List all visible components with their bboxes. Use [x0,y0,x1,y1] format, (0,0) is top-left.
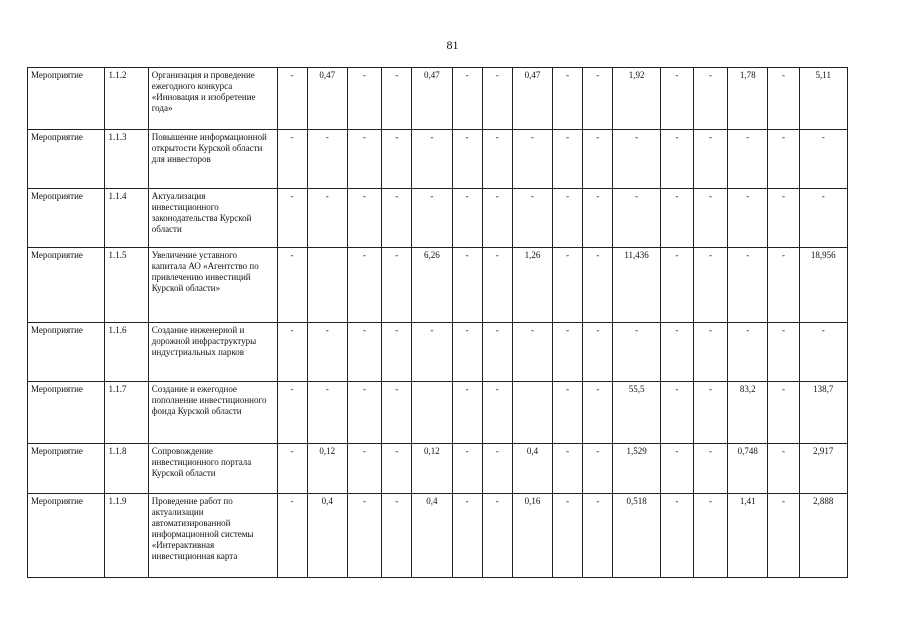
value-cell: - [728,189,768,248]
value-cell: - [799,189,847,248]
value-cell: - [799,130,847,189]
table-row [28,248,848,323]
value-cell: 1,529 [613,444,660,494]
value-cell: - [382,189,412,248]
event-name-cell: Повышение информационной открытости Курской области для инвесторов [148,130,277,189]
value-cell: - [728,130,768,189]
value-cell: - [512,189,552,248]
value-cell: - [693,382,727,444]
value-cell: 138,7 [799,382,847,444]
value-cell: - [382,68,412,130]
value-cell: - [347,189,381,248]
value-cell: 83,2 [728,382,768,444]
value-cell: - [382,382,412,444]
value-cell: - [660,189,693,248]
value-cell: - [307,130,347,189]
value-cell: - [583,248,613,323]
value-cell: - [583,444,613,494]
value-cell: - [452,189,482,248]
value-cell: - [452,248,482,323]
value-cell: 1,41 [728,494,768,578]
value-cell: - [553,68,583,130]
value-cell: - [583,189,613,248]
value-cell: - [307,382,347,444]
value-cell: 1,26 [512,248,552,323]
event-type-cell: Мероприятие [28,189,105,248]
value-cell: - [277,189,307,248]
value-cell: - [693,130,727,189]
value-cell: - [347,323,381,382]
table-row [28,444,848,494]
value-cell: 0,16 [512,494,552,578]
value-cell: - [277,444,307,494]
value-cell: - [553,323,583,382]
value-cell: 0,47 [512,68,552,130]
budget-table [27,67,848,578]
value-cell: - [768,323,799,382]
table-row [28,68,848,130]
value-cell: - [482,444,512,494]
value-cell: 0,4 [512,444,552,494]
value-cell: - [693,248,727,323]
event-name-cell: Сопровождение инвестиционного портала Курской области [148,444,277,494]
event-code-cell: 1.1.5 [105,248,148,323]
event-code-cell: 1.1.6 [105,323,148,382]
value-cell: 55,5 [613,382,660,444]
table-row [28,494,848,578]
value-cell: - [613,323,660,382]
value-cell: - [553,444,583,494]
event-code-cell: 1.1.7 [105,382,148,444]
value-cell: - [553,248,583,323]
value-cell: - [660,130,693,189]
event-type-cell: Мероприятие [28,494,105,578]
table-row [28,323,848,382]
value-cell: - [768,382,799,444]
value-cell: - [382,130,412,189]
event-name-cell: Создание и ежегодное пополнение инвестиционного фонда Курской области [148,382,277,444]
value-cell: - [347,494,381,578]
value-cell: - [768,494,799,578]
value-cell: - [583,68,613,130]
value-cell: - [382,248,412,323]
value-cell: - [583,382,613,444]
value-cell: 0,4 [307,494,347,578]
value-cell [512,382,552,444]
value-cell: - [660,444,693,494]
event-type-cell: Мероприятие [28,248,105,323]
value-cell: 5,11 [799,68,847,130]
value-cell: 2,917 [799,444,847,494]
event-name-cell: Организация и проведение ежегодного конкурса «Инновация и изобретение года» [148,68,277,130]
value-cell: - [382,323,412,382]
value-cell: - [452,382,482,444]
value-cell: - [768,444,799,494]
value-cell: - [613,130,660,189]
event-code-cell: 1.1.9 [105,494,148,578]
value-cell: 0,4 [412,494,452,578]
value-cell: - [768,68,799,130]
value-cell: - [583,494,613,578]
event-type-cell: Мероприятие [28,130,105,189]
value-cell: - [553,189,583,248]
value-cell: - [452,494,482,578]
value-cell: - [482,68,512,130]
value-cell: - [277,323,307,382]
value-cell: 0,47 [307,68,347,130]
value-cell: - [347,130,381,189]
value-cell: - [277,68,307,130]
value-cell: - [553,382,583,444]
value-cell: - [347,382,381,444]
value-cell: - [277,382,307,444]
value-cell: - [277,494,307,578]
value-cell: - [382,494,412,578]
value-cell: 0,748 [728,444,768,494]
value-cell: - [660,494,693,578]
value-cell [307,248,347,323]
value-cell: - [693,444,727,494]
value-cell: 11,436 [613,248,660,323]
value-cell: - [799,323,847,382]
value-cell: - [382,444,412,494]
value-cell: - [768,130,799,189]
value-cell: - [452,68,482,130]
value-cell: 0,12 [307,444,347,494]
event-code-cell: 1.1.8 [105,444,148,494]
value-cell: 0,47 [412,68,452,130]
event-type-cell: Мероприятие [28,382,105,444]
value-cell: - [307,189,347,248]
value-cell: - [412,323,452,382]
value-cell: - [277,248,307,323]
value-cell: - [613,189,660,248]
value-cell: - [693,323,727,382]
event-code-cell: 1.1.4 [105,189,148,248]
table-row [28,130,848,189]
value-cell: 18,956 [799,248,847,323]
value-cell: - [553,494,583,578]
value-cell: - [693,494,727,578]
value-cell: - [347,444,381,494]
value-cell: - [412,130,452,189]
event-name-cell: Создание инженерной и дорожной инфраструктуры индустриальных парков [148,323,277,382]
value-cell: - [452,323,482,382]
value-cell: - [482,189,512,248]
value-cell: - [482,248,512,323]
value-cell: - [482,130,512,189]
value-cell: - [512,130,552,189]
event-code-cell: 1.1.3 [105,130,148,189]
page-number: 81 [446,38,459,52]
value-cell: - [277,130,307,189]
value-cell: - [768,248,799,323]
table-row [28,189,848,248]
value-cell: 1,78 [728,68,768,130]
value-cell: - [482,494,512,578]
event-type-cell: Мероприятие [28,323,105,382]
value-cell: - [307,323,347,382]
value-cell: - [660,68,693,130]
value-cell [412,382,452,444]
value-cell: - [512,323,552,382]
value-cell: - [660,323,693,382]
value-cell: 6,26 [412,248,452,323]
value-cell: 0,518 [613,494,660,578]
value-cell: - [728,323,768,382]
event-name-cell: Увеличение уставного капитала АО «Агентство по привлечению инвестиций Курской области» [148,248,277,323]
event-name-cell: Проведение работ по актуализации автоматизированной информационной системы «Интерактивная инвестиционная карта [148,494,277,578]
value-cell: 2,888 [799,494,847,578]
value-cell: - [347,68,381,130]
event-type-cell: Мероприятие [28,68,105,130]
value-cell: - [583,323,613,382]
value-cell: - [693,68,727,130]
value-cell: - [553,130,583,189]
event-name-cell: Актуализация инвестиционного законодательства Курской области [148,189,277,248]
value-cell: - [452,444,482,494]
value-cell: - [412,189,452,248]
table-row [28,382,848,444]
value-cell: - [482,382,512,444]
value-cell: - [583,130,613,189]
event-type-cell: Мероприятие [28,444,105,494]
value-cell: - [660,248,693,323]
value-cell: - [482,323,512,382]
value-cell: - [660,382,693,444]
event-code-cell: 1.1.2 [105,68,148,130]
value-cell: - [693,189,727,248]
value-cell: - [768,189,799,248]
value-cell: 0,12 [412,444,452,494]
value-cell: - [452,130,482,189]
value-cell: - [728,248,768,323]
value-cell: 1,92 [613,68,660,130]
value-cell: - [347,248,381,323]
